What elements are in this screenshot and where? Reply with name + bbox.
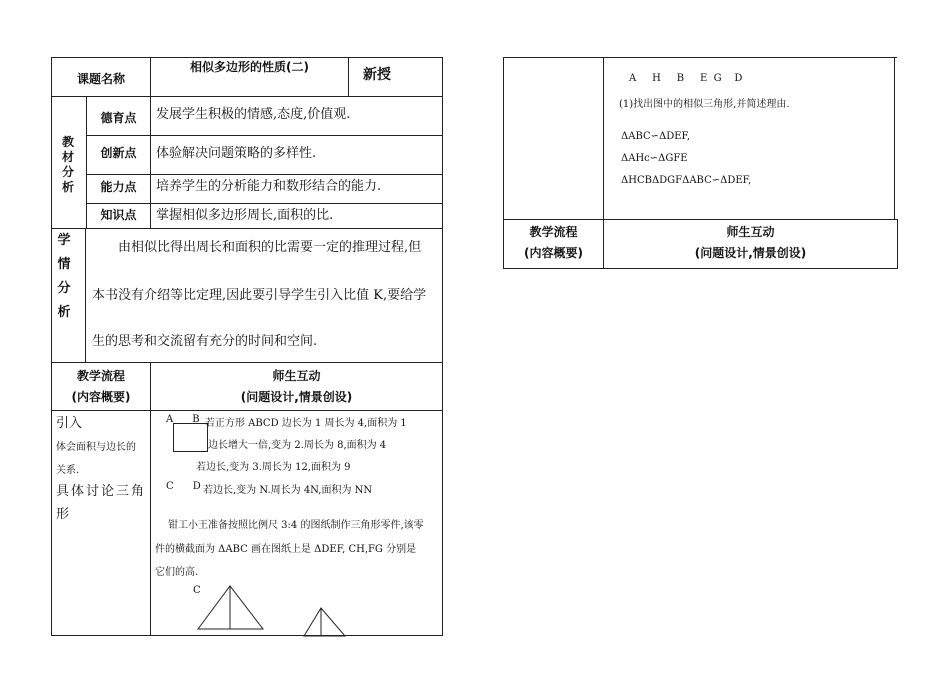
situation-line-3: 生的思考和交流留有充分的时间和空间. (92, 334, 318, 349)
point-labels: A H B E G D (629, 73, 743, 84)
intro-text: 体会面积与边长的 关系. (56, 442, 136, 476)
situation-line-1: 由相似比得出周长和面积的比需要一定的推理过程,但 (118, 240, 422, 255)
row-text-moral: 发展学生积极的情感,态度,价值观. (156, 107, 351, 122)
interaction-header: 师生互动 (问题设计,情景创设) (240, 369, 353, 404)
row-text-ability: 培养学生的分析能力和数形结合的能力. (156, 179, 382, 194)
row-label-ability: 能力点 (100, 180, 137, 194)
row-text-knowledge: 掌握相似多边形周长,面积的比. (156, 208, 334, 223)
right-flow-header: 教学流程 (内容概要) (524, 225, 583, 260)
square-line-1: 若正方形 ABCD 边长为 1 周长为 4,面积为 1 (205, 418, 407, 429)
problem-line-3: 它们的高. (155, 567, 199, 578)
row-label-innovation: 创新点 (100, 146, 137, 160)
square-line-4: 若边长,变为 N.周长为 4N,面积为 NN (203, 485, 373, 496)
question-text: (1)找出图中的相似三角形,并简述理由. (619, 99, 790, 110)
row-label-knowledge: 知识点 (100, 208, 137, 222)
lesson-type: 新授 (363, 67, 391, 83)
problem-line-1: 钳工小王准备按照比例尺 3:4 的图纸制作三角形零件,该零 (168, 520, 424, 531)
triangle-label: C (193, 585, 201, 596)
square-bottom-labels: C D (166, 481, 201, 492)
right-interaction-header: 师生互动 (问题设计,情景创设) (694, 225, 807, 260)
square-top-labels: A B (166, 414, 200, 425)
square-line-3: 若边长,变为 3.周长为 12,面积为 9 (196, 462, 351, 473)
lesson-title: 相似多边形的性质(二) (190, 60, 309, 74)
row-label-moral: 德育点 (100, 111, 137, 125)
discuss-text: 具体讨论三角 形 (56, 484, 147, 522)
answer-line-3: ΔHCBΔDGFΔABC∽ΔDEF, (621, 175, 752, 186)
answer-line-1: ΔABC∽ΔDEF, (621, 131, 691, 142)
intro-title: 引入 (56, 416, 83, 431)
problem-line-2: 件的横截面为 ΔABC 画在图纸上是 ΔDEF, CH,FG 分别是 (155, 544, 417, 555)
answer-line-2: ΔAHc∽ΔGFE (621, 153, 688, 164)
square-shape (173, 423, 208, 452)
triangle-figures (190, 582, 360, 638)
situation-line-2: 本书没有介绍等比定理,因此要引导学生引入比值 K,要给学 (92, 288, 427, 303)
situation-analysis-label: 学 情 分 析 (57, 233, 71, 320)
row-text-innovation: 体验解决问题策略的多样性. (156, 146, 317, 161)
square-line-2: 边长增大一倍,变为 2.周长为 8,面积为 4 (208, 440, 387, 451)
material-analysis-label: 教 材 分 析 (61, 135, 74, 194)
flow-header: 教学流程 (内容概要) (71, 369, 131, 404)
lesson-name-label: 课题名称 (76, 72, 125, 86)
